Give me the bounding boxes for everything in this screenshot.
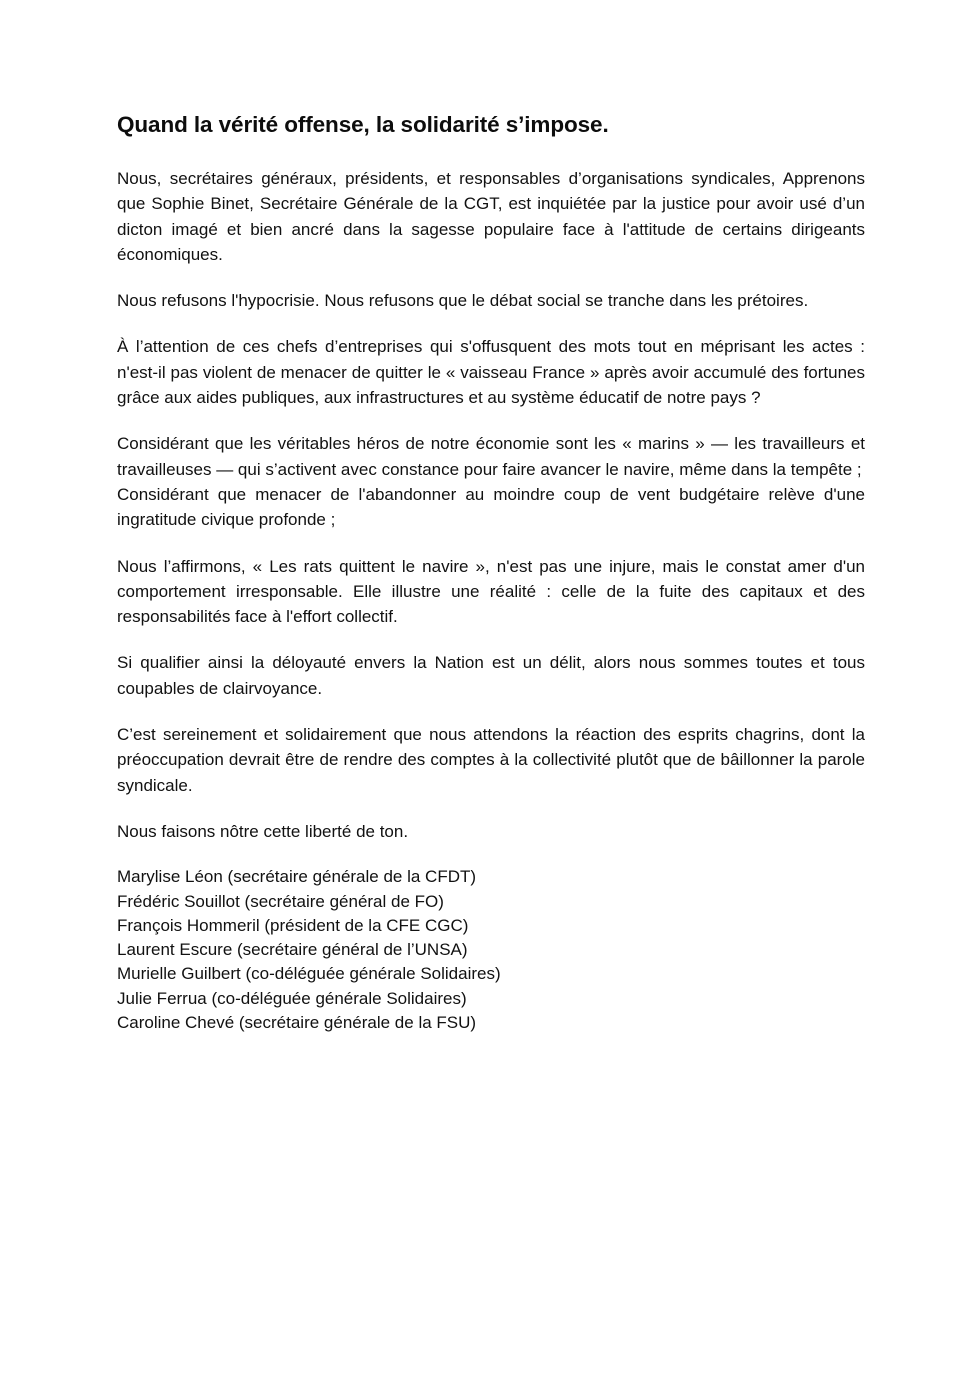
list-item: Frédéric Souillot (secrétaire général de FO) bbox=[117, 891, 444, 911]
paragraph-affirmation-rats: Nous l’affirmons, « Les rats quittent le navire », n'est pas une injure, mais le constat amer d'un comportement irresponsable. Elle illustre une réalité : celle de la fuite des capitaux et des responsabilités face à l'effort collectif. bbox=[117, 556, 865, 627]
paragraph-deloyaute: Si qualifier ainsi la déloyauté envers la Nation est un délit, alors nous sommes toutes et tous coupables de clairvoyance. bbox=[117, 653, 865, 698]
considerant-clause-marins: Considérant que les véritables héros de notre économie sont les « marins » — les travailleurs et travailleuses — qui s’activent avec constance pour faire avancer le navire, même dans la tempête ; bbox=[117, 434, 865, 479]
document-content bbox=[117, 110, 865, 1035]
paragraph-intro: Nous, secrétaires généraux, présidents, et responsables d’organisations syndicales, Apprenons que Sophie Binet, Secrétaire Générale de la CGT, est inquiétée par la justice pour avoir usé d’un dicton imagé et bien ancré dans la sagesse populaire face à l'attitude de certains dirigeants économiques. bbox=[117, 169, 865, 264]
list-item: Julie Ferrua (co-déléguée générale Solidaires) bbox=[117, 988, 467, 1008]
list-item: Murielle Guilbert (co-déléguée générale Solidaires) bbox=[117, 964, 501, 984]
paragraph-attention-chefs: À l’attention de ces chefs d’entreprises qui s'offusquent des mots tout en méprisant les actes : n'est-il pas violent de menacer de quitter le « vaisseau France » après avoir accumulé des fortunes grâce aux aides publiques, aux infrastructures et au système éducatif de notre pays ? bbox=[117, 337, 865, 408]
paragraph-refusal: Nous refusons l'hypocrisie. Nous refusons que le débat social se tranche dans les prétoires. bbox=[117, 291, 809, 311]
paragraph-considerant-block bbox=[117, 431, 865, 532]
list-item: Marylise Léon (secrétaire générale de la CFDT) bbox=[117, 867, 477, 887]
list-item: Caroline Chevé (secrétaire générale de la FSU) bbox=[117, 1013, 477, 1033]
paragraph-esprits-chagrins: C’est sereinement et solidairement que nous attendons la réaction des esprits chagrins, dont la préoccupation devrait être de rendre des comptes à la collectivité plutôt que de bâillonner la parole syndicale. bbox=[117, 725, 865, 795]
list-item: Laurent Escure (secrétaire général de l’UNSA) bbox=[117, 940, 468, 960]
signatory-list bbox=[117, 865, 865, 1035]
page-title: Quand la vérité offense, la solidarité s’impose. bbox=[117, 112, 609, 137]
considerant-clause-ingratitude: Considérant que menacer de l'abandonner au moindre coup de vent budgétaire relève d'une ingratitude civique profonde ; bbox=[117, 484, 865, 530]
paragraph-liberte-de-ton: Nous faisons nôtre cette liberté de ton. bbox=[117, 821, 409, 841]
list-item: François Hommeril (président de la CFE CGC) bbox=[117, 915, 469, 935]
